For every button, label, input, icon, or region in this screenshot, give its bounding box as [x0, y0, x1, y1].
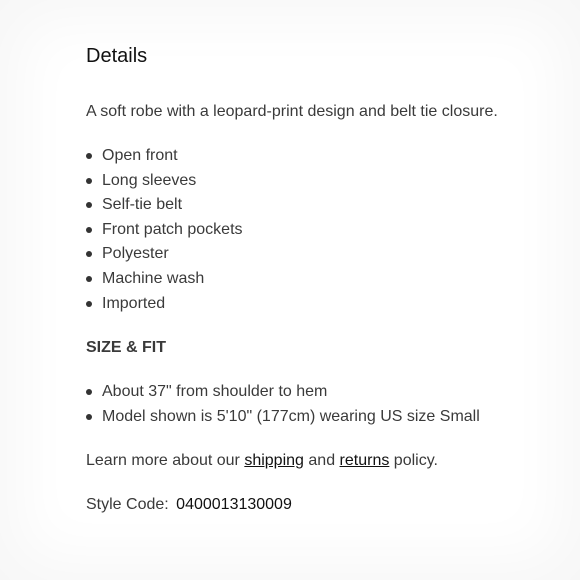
size-fit-text: Model shown is 5'10" (177cm) wearing US size Small [102, 407, 480, 425]
style-code [86, 493, 556, 517]
feature-list [86, 144, 556, 316]
bullet-icon [86, 414, 92, 420]
returns-link[interactable]: returns [339, 452, 390, 470]
style-code-label: Style Code: [86, 496, 169, 514]
learn-more-text [86, 449, 556, 473]
bullet-icon [86, 153, 92, 159]
size-fit-item [86, 405, 556, 430]
product-description: A soft robe with a leopard-print design and belt tie closure. [86, 103, 498, 120]
feature-item [86, 267, 556, 292]
size-fit-text: About 37" from shoulder to hem [102, 383, 328, 401]
size-fit-list [86, 380, 556, 429]
feature-item [86, 242, 556, 267]
feature-text: Machine wash [102, 269, 205, 287]
size-fit-item [86, 380, 556, 405]
feature-text: Open front [102, 147, 178, 164]
bullet-icon [86, 301, 92, 307]
details-content [86, 40, 556, 517]
bullet-icon [86, 178, 92, 184]
bullet-icon [86, 251, 92, 257]
feature-item [86, 144, 556, 169]
bullet-icon [86, 227, 92, 233]
feature-item [86, 292, 556, 317]
bullet-icon [86, 202, 92, 208]
feature-item [86, 193, 556, 218]
learn-more-prefix: Learn more about our [86, 452, 240, 470]
feature-item [86, 218, 556, 243]
shipping-link[interactable]: shipping [244, 452, 304, 470]
feature-text: Imported [102, 294, 166, 312]
feature-text: Long sleeves [102, 171, 197, 189]
bullet-icon [86, 276, 92, 282]
bullet-icon [86, 389, 92, 395]
feature-item [86, 169, 556, 194]
feature-text: Polyester [102, 245, 169, 263]
size-fit-heading: SIZE & FIT [86, 339, 166, 357]
feature-text: Front patch pockets [102, 220, 243, 238]
learn-more-and: and [308, 452, 336, 470]
feature-text: Self-tie belt [102, 196, 183, 214]
style-code-value: 0400013130009 [176, 496, 292, 514]
details-title: Details [86, 45, 148, 67]
learn-more-suffix: policy. [393, 452, 438, 470]
